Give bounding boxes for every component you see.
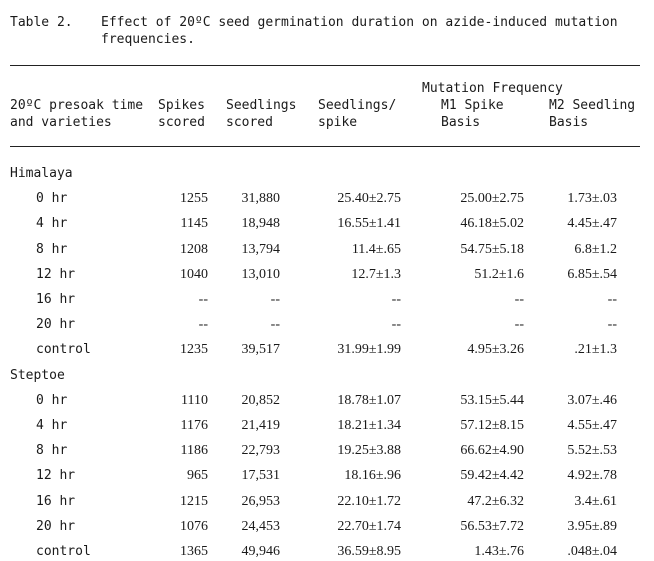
table-cell-per-spike: 16.55±1.41 (337, 216, 401, 232)
table-cell-m1: 59.42±4.42 (460, 468, 524, 484)
table-cell-per-spike: 19.25±3.88 (337, 443, 401, 459)
table-cell-m2: 3.07±.46 (567, 392, 617, 408)
table-label: Table 2. (10, 15, 73, 30)
row-label: 20 hr (36, 317, 76, 333)
table-title: Effect of 20ºC seed germination duration on azide-induced mutation frequencies. (101, 15, 618, 47)
table-cell-m1: 56.53±7.72 (460, 518, 524, 534)
top-rule (10, 65, 640, 66)
table-cell-m1: 47.2±6.32 (467, 493, 524, 509)
header-spikes: Spikes (158, 98, 205, 113)
table-cell-m1: 66.62±4.90 (460, 443, 524, 459)
table-cell-m2: 4.92±.78 (567, 468, 617, 484)
row-label: 16 hr (36, 493, 76, 509)
table-cell-seedlings: 17,531 (241, 468, 280, 484)
table-cell-seedlings: 26,953 (241, 493, 280, 509)
header-m2-basis: Basis (549, 115, 589, 130)
table-cell-seedlings: 31,880 (241, 191, 280, 207)
table-cell-m1: 1.43±.76 (474, 544, 524, 559)
table-cell-spikes: 1110 (181, 392, 208, 408)
table-cell-m2: 5.52±.53 (567, 443, 617, 459)
row-label: 16 hr (36, 292, 76, 307)
table-cell-m2: 3.95±.89 (567, 518, 617, 534)
table-cell-spikes: 1255 (180, 191, 208, 207)
table-cell-spikes: 1235 (180, 342, 208, 358)
header-seedlings-per-spike: Seedlings/ (318, 98, 397, 113)
table-cell-m2: .048±.04 (567, 544, 617, 559)
row-label: 4 hr (36, 216, 68, 232)
table-cell-m1: 46.18±5.02 (460, 216, 524, 232)
table-cell-per-spike: 22.10±1.72 (337, 493, 401, 509)
row-label: 4 hr (36, 418, 68, 433)
table-cell-m2: 3.4±.61 (574, 493, 617, 509)
header-spike: spike (318, 115, 358, 130)
table-cell-m1: 53.15±5.44 (460, 392, 524, 408)
header-presoak-time: 20ºC presoak time (10, 98, 144, 113)
header-m1-spike: M1 Spike (441, 98, 504, 113)
table-cell-m2: 4.45±.47 (567, 216, 617, 232)
row-label: 8 hr (36, 241, 68, 257)
table-cell-per-spike: 18.21±1.34 (337, 418, 401, 433)
header-mutation-frequency: Mutation Frequency (422, 81, 563, 96)
table-cell-seedlings: -- (270, 292, 280, 307)
header-seedlings: Seedlings (226, 98, 297, 113)
row-label: 0 hr (36, 392, 68, 408)
table-cell-per-spike: 22.70±1.74 (337, 518, 401, 534)
row-label: control (36, 544, 91, 559)
table-cell-m2: 6.85±.54 (567, 266, 617, 282)
table-cell-spikes: 1145 (180, 216, 208, 232)
table-cell-seedlings: 20,852 (241, 392, 280, 408)
table-cell-spikes: 1365 (180, 544, 208, 559)
table-cell-per-spike: 31.99±1.99 (337, 342, 401, 358)
table-cell-m1: 54.75±5.18 (460, 241, 524, 257)
table-cell-per-spike: 18.16±.96 (344, 468, 401, 484)
row-label: control (36, 342, 91, 358)
table-cell-per-spike: 18.78±1.07 (337, 392, 401, 408)
table-cell-m2: -- (607, 317, 617, 333)
header-spikes-scored: scored (158, 115, 205, 130)
table-cell-m1: 25.00±2.75 (460, 191, 524, 207)
table-cell-seedlings: 22,793 (241, 443, 280, 459)
table-cell-m1: 51.2±1.6 (474, 266, 524, 282)
table-cell-seedlings: 18,948 (241, 216, 280, 232)
table-cell-spikes: 1215 (180, 493, 208, 509)
table-cell-seedlings: -- (270, 317, 280, 333)
header-seedlings-scored: scored (226, 115, 273, 130)
row-label: 20 hr (36, 518, 76, 534)
table-cell-seedlings: 21,419 (241, 418, 280, 433)
table-cell-per-spike: 36.59±8.95 (337, 544, 401, 559)
row-label: 8 hr (36, 443, 68, 459)
variety-label: Himalaya (10, 166, 73, 181)
table-cell-seedlings: 13,010 (241, 266, 280, 282)
table-cell-spikes: 1186 (180, 443, 208, 459)
table-cell-spikes: 965 (187, 468, 208, 484)
header-varieties: and varieties (10, 115, 112, 130)
row-label: 12 hr (36, 266, 76, 282)
table-cell-seedlings: 13,794 (241, 241, 280, 257)
header-m2-seedling: M2 Seedling (549, 98, 636, 113)
table-cell-spikes: 1040 (180, 266, 208, 282)
table-cell-per-spike: -- (391, 317, 401, 333)
table-cell-m2: 1.73±.03 (567, 191, 617, 207)
table-cell-m2: -- (607, 292, 617, 307)
table-cell-m2: .21±1.3 (574, 342, 617, 358)
table-cell-per-spike: 25.40±2.75 (337, 191, 401, 207)
table-cell-spikes: -- (198, 292, 208, 307)
table-cell-m2: 6.8±1.2 (574, 241, 617, 257)
table-cell-m2: 4.55±.47 (567, 418, 617, 433)
table-cell-per-spike: 11.4±.65 (351, 241, 401, 257)
table-cell-m1: -- (514, 317, 524, 333)
table-cell-spikes: -- (198, 317, 208, 333)
table-cell-m1: 57.12±8.15 (460, 418, 524, 433)
table-cell-m1: 4.95±3.26 (467, 342, 524, 358)
table-cell-seedlings: 39,517 (241, 342, 280, 358)
table-cell-seedlings: 24,453 (241, 518, 280, 534)
table-cell-spikes: 1176 (180, 418, 208, 433)
table-cell-seedlings: 49,946 (241, 544, 280, 559)
table-cell-m1: -- (514, 292, 524, 307)
table-cell-per-spike: -- (391, 292, 401, 307)
row-label: 0 hr (36, 191, 68, 207)
header-rule (10, 146, 640, 147)
variety-label: Steptoe (10, 367, 65, 383)
header-m1-basis: Basis (441, 115, 481, 130)
table-cell-spikes: 1076 (180, 518, 208, 534)
table-cell-spikes: 1208 (180, 241, 208, 257)
table-cell-per-spike: 12.7±1.3 (351, 266, 401, 282)
row-label: 12 hr (36, 468, 76, 484)
